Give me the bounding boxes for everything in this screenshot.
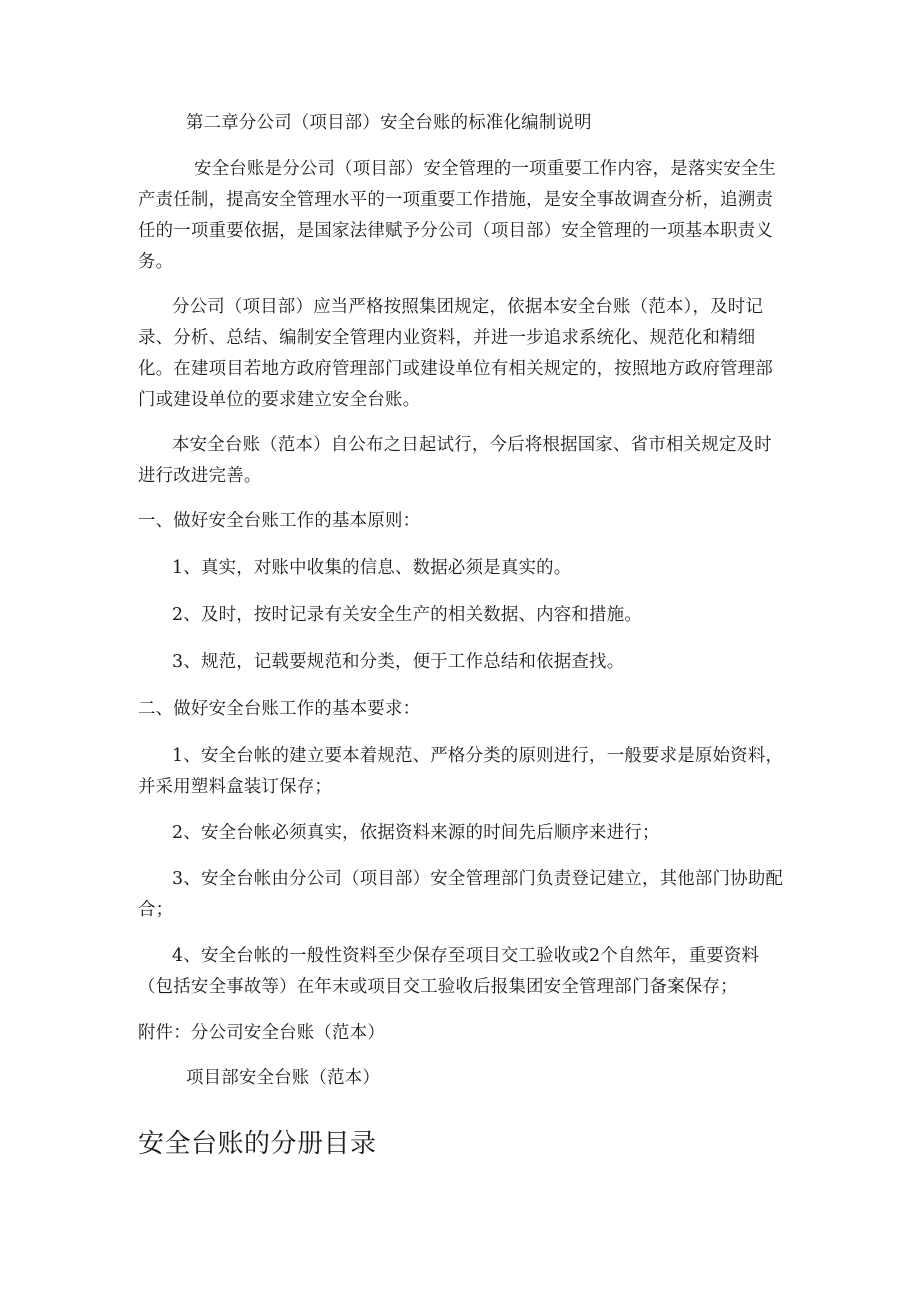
document-body bbox=[138, 108, 784, 1164]
requirement-item: 2、安全台帐必须真实，依据资料来源的时间先后顺序来进行； bbox=[172, 823, 660, 843]
requirement-paragraph: 分公司（项目部）应当严格按照集团规定，依据本安全台账（范本），及时记录、分析、总结、编制安全管理内业资料，并进一步追求系统化、规范化和精细化。在建项目若地方政府管理部门或建设单位有相关规定的，按照地方政府管理部门或建设单位的要求建立安全台账。 bbox=[138, 297, 774, 410]
section-two-heading: 二、做好安全台账工作的基本要求： bbox=[138, 699, 421, 719]
principle-item: 1、真实，对账中收集的信息、数据必须是真实的。 bbox=[172, 558, 572, 578]
principle-item: 2、及时，按时记录有关安全生产的相关数据、内容和措施。 bbox=[172, 605, 642, 625]
section-one-heading: 一、做好安全台账工作的基本原则： bbox=[138, 511, 421, 531]
intro-paragraph: 安全台账是分公司（项目部）安全管理的一项重要工作内容，是落实安全生产责任制，提高安全管理水平的一项重要工作措施，是安全事故调查分析，追溯责任的一项重要依据，是国家法律赋予分公司（项目部）安全管理的一项基本职责义务。 bbox=[138, 159, 777, 272]
chapter-title: 第二章分公司（项目部）安全台账的标准化编制说明 bbox=[186, 113, 592, 133]
requirement-item: 3、安全台帐由分公司（项目部）安全管理部门负责登记建立，其他部门协助配合； bbox=[138, 869, 784, 920]
principle-item: 3、规范，记载要规范和分类，便于工作总结和依据查找。 bbox=[172, 652, 625, 672]
attachment-sub-line: 项目部安全台账（范本） bbox=[186, 1068, 381, 1088]
trial-paragraph: 本安全台账（范本）自公布之日起试行，今后将根据国家、省市相关规定及时进行改进完善。 bbox=[138, 435, 772, 486]
requirement-item: 1、安全台帐的建立要本着规范、严格分类的原则进行，一般要求是原始资料，并采用塑料盒装订保存； bbox=[138, 746, 784, 797]
requirement-item: 4、安全台帐的一般性资料至少保存至项目交工验收或2个自然年，重要资料（包括安全事故等）在年末或项目交工验收后报集团安全管理部门备案保存； bbox=[138, 946, 760, 997]
catalog-heading: 安全台账的分册目录 bbox=[138, 1129, 377, 1159]
attachment-line: 附件：分公司安全台账（范本） bbox=[138, 1023, 385, 1043]
